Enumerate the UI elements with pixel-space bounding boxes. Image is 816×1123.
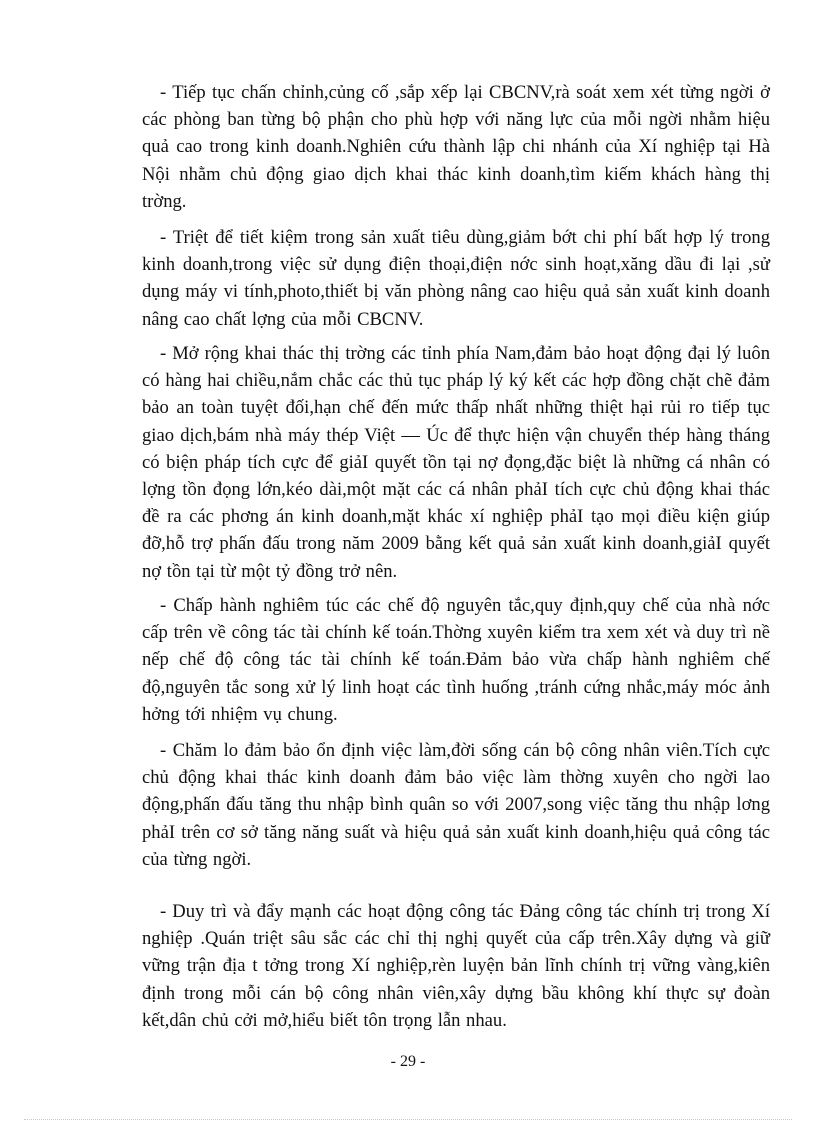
paragraph-4: - Chấp hành nghiêm túc các chế độ nguyên tắc,quy định,quy chế của nhà nớc cấp trên về công tác tài chính kế toán.Thờng xuyên kiểm tra xem xét và duy trì nề nếp chế độ công tác tài chính kế toán.Đảm bảo vừa chấp hành nghiêm chế độ,nguyên tắc song xử lý linh hoạt các tình huống ,tránh cứng nhắc,máy móc ảnh hởng tới nhiệm vụ chung. (142, 595, 770, 725)
paragraph-5: - Chăm lo đảm bảo ổn định việc làm,đời sống cán bộ công nhân viên.Tích cực chủ động khai thác kinh doanh đảm bảo việc làm thờng xuyên cho ngời lao động,phấn đấu tăng thu nhập bình quân so với 2007,song việc tăng thu nhập lơng phảI trên cơ sở tăng năng suất và hiệu quả sản xuất kinh doanh,hiệu quả công tác của từng ngời. (142, 740, 770, 870)
paragraph-2: - Triệt để tiết kiệm trong sản xuất tiêu dùng,giảm bớt chi phí bất hợp lý trong kinh doanh,trong việc sử dụng điện thoại,điện nớc sinh hoạt,xăng dầu đi lại ,sử dụng máy vi tính,photo,thiết bị văn phòng nâng cao hiệu quả sản xuất kinh doanh nâng cao chất lợng của mỗi CBCNV. (142, 227, 770, 330)
paragraph-6: - Duy trì và đẩy mạnh các hoạt động công tác Đảng công tác chính trị trong Xí nghiệp .Quán triệt sâu sắc các chỉ thị nghị quyết của cấp trên.Xây dựng và giữ vững trận địa t tởng trong Xí nghiệp,rèn luyện bản lĩnh chính trị vững vàng,kiên định trong mỗi cán bộ công nhân viên,xây dựng bầu không khí thực sự đoàn kết,dân chủ cởi mở,hiểu biết tôn trọng lẫn nhau. (142, 901, 770, 1031)
paragraph-1: - Tiếp tục chấn chỉnh,củng cố ,sắp xếp lại CBCNV,rà soát xem xét từng ngời ở các phòng ban từng bộ phận cho phù hợp với năng lực của mỗi ngời nhằm hiệu quả cao trong kinh doanh.Nghiên cứu thành lập chi nhánh của Xí nghiệp tại Hà Nội nhằm chủ động giao dịch khai thác kinh doanh,tìm kiếm khách hàng thị trờng. (142, 82, 770, 212)
page-number: - 29 - (390, 1053, 426, 1070)
paragraph-3: - Mở rộng khai thác thị trờng các tỉnh phía Nam,đảm bảo hoạt động đại lý luôn có hàng hai chiều,nắm chắc các thủ tục pháp lý ký kết các hợp đồng chặt chẽ đảm bảo an toàn tuyệt đối,hạn chế đến mức thấp nhất những thiệt hại rủi ro tiếp tục giao dịch,bám nhà máy thép Việt — Úc để thực hiện vận chuyển thép hàng tháng có biện pháp tích cực để giảI quyết tồn tại nợ đọng,đặc biệt là những cá nhân có lợng tồn đọng lớn,kéo dài,một mặt các cá nhân phảI tích cực chủ động khai thác đề ra các phơng án kinh doanh,mặt khác xí nghiệp phảI tạo mọi điều kiện giúp đỡ,hỗ trợ phấn đấu trong năm 2009 bằng kết quả sản xuất kinh doanh,giảI quyết nợ tồn tại từ một tỷ đồng trở nên. (142, 343, 770, 582)
page-bottom-divider (24, 1119, 792, 1120)
